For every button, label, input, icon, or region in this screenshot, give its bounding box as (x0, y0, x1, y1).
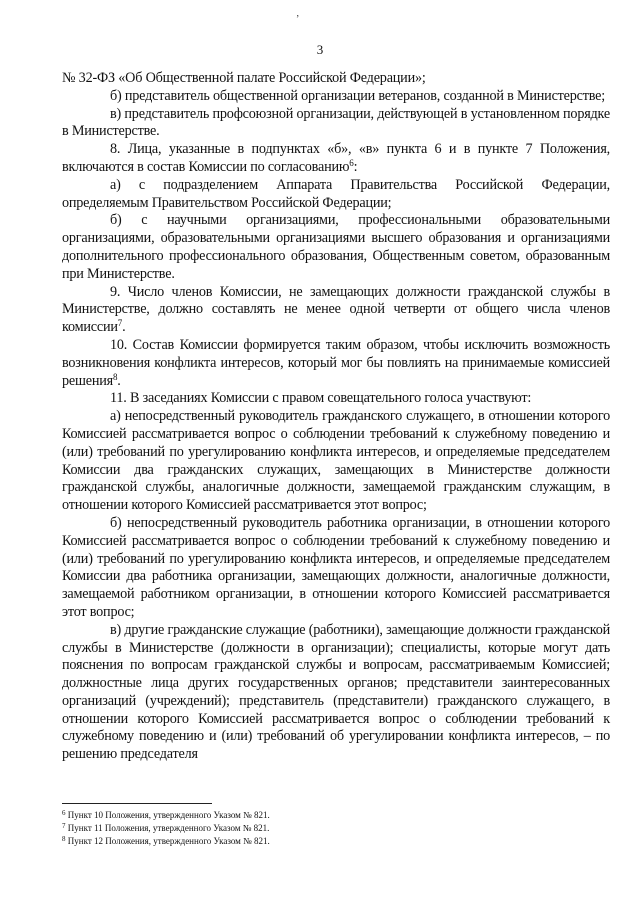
footnotes (62, 809, 270, 848)
paragraph-10-end: . (117, 372, 121, 389)
paragraph-11-b: б) непосредственный руководитель работника организации, в отношении которого Комиссией рассматривается вопрос о соблюдении требований к служебному поведению и (или) требований по урегулированию конфликта интересов, и определяемые председателем Комиссии два работника организации, замещающих должности, аналогичные должности, замещаемой работником организации, в отношении которого Комиссией рассматривается этот вопрос; (62, 514, 610, 620)
footnote-mark: 8 (62, 835, 66, 843)
paragraph-9-text: 9. Число членов Комиссии, не замещающих должности гражданской службы в Министерстве, должно составлять не менее одной четверти от общего числа членов комиссии (62, 283, 610, 336)
paragraph-8-a: а) с подразделением Аппарата Правительства Российской Федерации, определяемым Правительством Российской Федерации; (62, 176, 610, 211)
paragraph-continuation: № 32-ФЗ «Об Общественной палате Российской Федерации»; (62, 70, 426, 86)
footnote-ref-6: 6 (349, 157, 354, 168)
paragraph-item-v-union: в) представитель профсоюзной организации, действующей в установленном порядке в Министерстве. (62, 105, 610, 140)
paragraph-8-end: : (353, 158, 358, 175)
footnote-mark: 6 (62, 809, 66, 817)
paragraph-10-text: 10. Состав Комиссии формируется таким образом, чтобы исключить возможность возникновения конфликта интересов, который мог бы повлиять на принимаемые комиссией решения (62, 336, 610, 389)
paragraph-10 (62, 337, 610, 390)
paragraph-8-b: б) с научными организациями, профессиональными образовательными организациями, образовательными организациями высшего образования и организациями дополнительного профессионального образования, Общественным советом, образованным при Министерстве. (62, 212, 610, 282)
footnote-text: Пункт 12 Положения, утвержденного Указом № 821. (67, 836, 270, 846)
footnote-mark: 7 (62, 822, 66, 830)
paragraph-8 (62, 141, 610, 177)
paragraph-item-b-veterans: б) представитель общественной организации ветеранов, созданной в Министерстве; (110, 87, 606, 104)
document-body (62, 70, 610, 764)
paragraph-9-end: . (122, 319, 126, 336)
footnote-text: Пункт 11 Положения, утвержденного Указом № 821. (67, 823, 270, 833)
scan-mark: ’ (296, 14, 300, 25)
footnote-6 (62, 809, 270, 822)
footnote-ref-7: 7 (117, 318, 123, 329)
paragraph-11-a: а) непосредственный руководитель гражданского служащего, в отношении которого Комиссией рассматривается вопрос о соблюдении требований к служебному поведению и (или) требований по урегулированию конфликта интересов, и определяемые председателем Комиссии два гражданских служащих, замещающих в Министерстве должности гражданской службы, аналогичные должности, замещаемой гражданским служащим, в отношении которого Комиссией рассматривается этот вопрос; (62, 408, 610, 514)
footnote-7 (62, 822, 270, 835)
footnote-8 (62, 835, 270, 848)
paragraph-9 (62, 284, 610, 337)
paragraph-8-text: 8. Лица, указанные в подпунктах «б», «в» пункта 6 и в пункте 7 Положения, включаются в состав Комиссии по согласованию (62, 141, 610, 175)
page-number: 3 (316, 42, 324, 57)
footnote-ref-8: 8 (112, 371, 118, 382)
footnote-text: Пункт 10 Положения, утвержденного Указом № 821. (67, 810, 270, 820)
footnote-divider (62, 803, 212, 804)
paragraph-11-v: в) другие гражданские служащие (работники), замещающие должности гражданской службы в Министерстве (должности в организации); специалисты, которые могут дать пояснения по вопросам гражданской службы и вопросам, рассматриваемым Комиссией; должностные лица других государственных органов; представители заинтересованных организаций (учреждений); представитель (представители) гражданского служащего, в отношении которого Комиссией рассматривается вопрос о соблюдении требований к служебному поведению и (или) требований об урегулировании конфликта интересов, – по решению председателя (62, 621, 610, 763)
paragraph-11: 11. В заседаниях Комиссии с правом совещательного голоса участвуют: (110, 390, 532, 407)
